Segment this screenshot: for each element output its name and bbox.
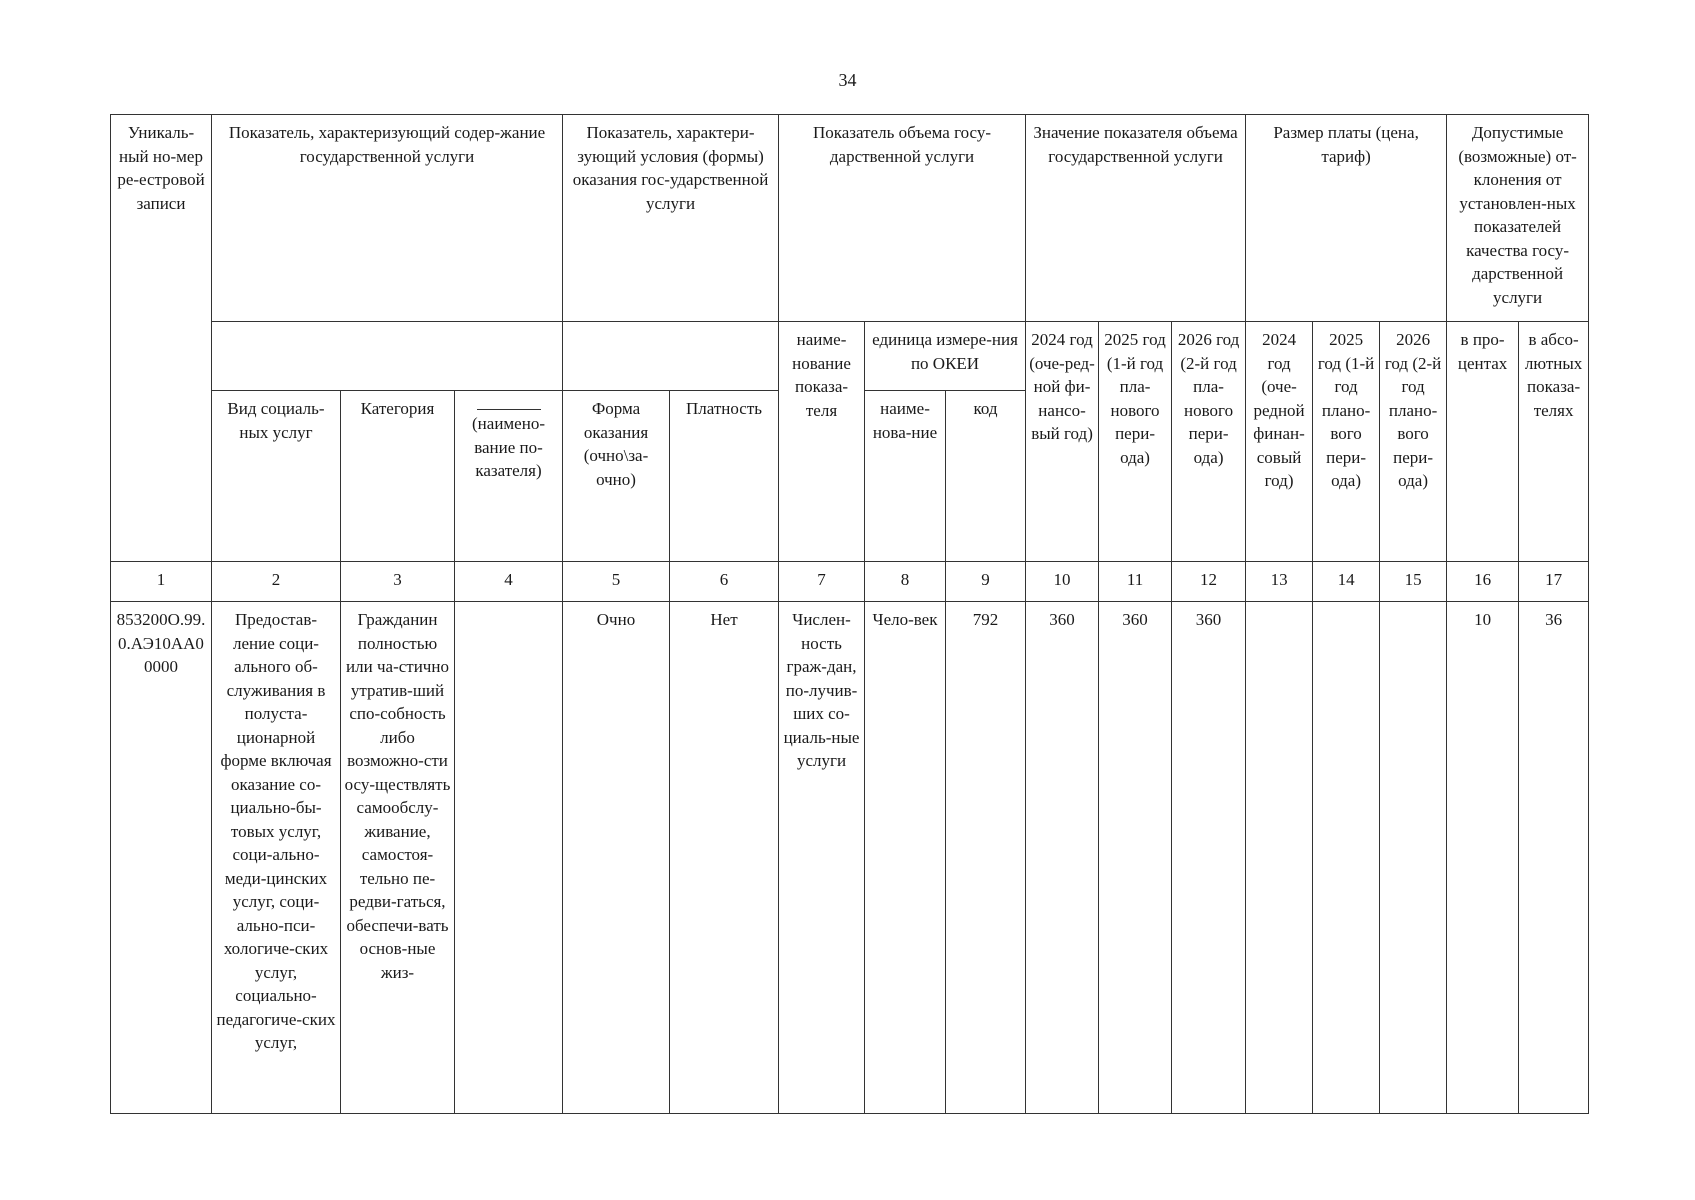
- header-group-volume: Показатель объема госу-дарственной услуги: [779, 115, 1026, 322]
- header-name-indicator-label: (наимено-вание по-казателя): [472, 414, 545, 480]
- header-payment: Платность: [670, 391, 779, 562]
- header-deviation-absolute: в абсо-лютных показа-телях: [1519, 322, 1589, 562]
- cell-fee-2024: [1246, 602, 1313, 1114]
- header-okei-name: наиме-нова-ние: [865, 391, 946, 562]
- cell-social-type: Предостав-ление соци-ального об-служивания в полуста-ционарной форме включая оказание со-циально-бы-товых услуг, соци-ально-меди-цинских услуг, соци-ально-пси-хологиче-ских услуг, социально-педагогиче-ских услуг,: [212, 602, 341, 1114]
- header-content-empty: [212, 322, 563, 391]
- table-row: [111, 602, 1589, 1114]
- header-indicator-name: наиме-нование показа-теля: [779, 322, 865, 562]
- column-number: 17: [1519, 562, 1589, 602]
- cell-registry-number: 853200О.99.0.АЭ10АА00000: [111, 602, 212, 1114]
- column-number: 4: [455, 562, 563, 602]
- header-row-2: [111, 322, 1589, 391]
- column-numbers-row: [111, 562, 1589, 602]
- header-group-deviation: Допустимые (возможные) от-клонения от установлен-ных показателей качества госу-дарственной услуги: [1447, 115, 1589, 322]
- column-number: 14: [1313, 562, 1380, 602]
- header-registry-number: Уникаль-ный но-мер ре-естровой записи: [111, 115, 212, 562]
- column-number: 11: [1099, 562, 1172, 602]
- header-row-1: [111, 115, 1589, 322]
- column-number: 15: [1380, 562, 1447, 602]
- header-conditions-empty: [563, 322, 779, 391]
- column-number: 10: [1026, 562, 1099, 602]
- cell-name-indicator: [455, 602, 563, 1114]
- cell-deviation-percent: 10: [1447, 602, 1519, 1114]
- column-number: 5: [563, 562, 670, 602]
- cell-okei-name: Чело-век: [865, 602, 946, 1114]
- header-group-conditions: Показатель, характери-зующий условия (формы) оказания гос-ударственной услуги: [563, 115, 779, 322]
- cell-value-2026: 360: [1172, 602, 1246, 1114]
- header-group-value: Значение показателя объема государственной услуги: [1026, 115, 1246, 322]
- cell-form: Очно: [563, 602, 670, 1114]
- cell-indicator-name: Числен-ность граж-дан, по-лучив-ших со-циаль-ные услуги: [779, 602, 865, 1114]
- column-number: 9: [946, 562, 1026, 602]
- column-number: 6: [670, 562, 779, 602]
- header-fee-2026: 2026 год (2-й год плано-вого пери-ода): [1380, 322, 1447, 562]
- header-fee-2025: 2025 год (1-й год плано-вого пери-ода): [1313, 322, 1380, 562]
- blank-fill-line: [477, 397, 541, 410]
- cell-okei-code: 792: [946, 602, 1026, 1114]
- header-group-fee: Размер платы (цена, тариф): [1246, 115, 1447, 322]
- header-okei-code: код: [946, 391, 1026, 562]
- cell-deviation-absolute: 36: [1519, 602, 1589, 1114]
- cell-value-2024: 360: [1026, 602, 1099, 1114]
- header-name-indicator: [455, 391, 563, 562]
- cell-fee-2025: [1313, 602, 1380, 1114]
- header-social-type: Вид социаль-ных услуг: [212, 391, 341, 562]
- header-group-content: Показатель, характеризующий содер-жание государственной услуги: [212, 115, 563, 322]
- header-value-2025: 2025 год (1-й год пла-нового пери-ода): [1099, 322, 1172, 562]
- cell-payment: Нет: [670, 602, 779, 1114]
- column-number: 16: [1447, 562, 1519, 602]
- header-deviation-percent: в про-центах: [1447, 322, 1519, 562]
- header-okei-group: единица измере-ния по ОКЕИ: [865, 322, 1026, 391]
- column-number: 8: [865, 562, 946, 602]
- header-fee-2024: 2024 год (оче-редной финан-совый год): [1246, 322, 1313, 562]
- column-number: 13: [1246, 562, 1313, 602]
- header-value-2024: 2024 год (оче-ред-ной фи-нансо-вый год): [1026, 322, 1099, 562]
- page-number: 34: [838, 70, 857, 90]
- state-task-table: [110, 114, 1589, 1114]
- column-number: 1: [111, 562, 212, 602]
- cell-value-2025: 360: [1099, 602, 1172, 1114]
- header-category: Категория: [341, 391, 455, 562]
- column-number: 2: [212, 562, 341, 602]
- column-number: 7: [779, 562, 865, 602]
- cell-fee-2026: [1380, 602, 1447, 1114]
- column-number: 12: [1172, 562, 1246, 602]
- header-value-2026: 2026 год (2-й год пла-нового пери-ода): [1172, 322, 1246, 562]
- cell-category: Гражданин полностью или ча-стично утратив-ший спо-собность либо возможно-сти осу-ществлять самообслу-живание, самостоя-тельно пе-редви-гаться, обеспечи-вать основ-ные жиз-: [341, 602, 455, 1114]
- header-form: Форма оказания (очно\за-очно): [563, 391, 670, 562]
- column-number: 3: [341, 562, 455, 602]
